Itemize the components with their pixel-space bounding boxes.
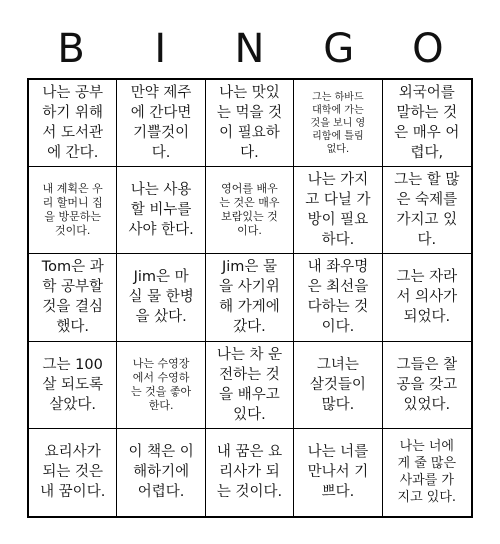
- cell-text: Tom은 과 학 공부할 것을 결심 했다.: [41, 259, 104, 336]
- bingo-cell-1-1[interactable]: [29, 80, 117, 167]
- cell-text: 나는 공부 하기 위해 서 도서관 에 간다.: [42, 85, 104, 162]
- header-letter-g: G: [323, 26, 356, 72]
- cell-text: 요리사가 되는 것은 내 꿈이다.: [40, 444, 106, 501]
- bingo-cell-1-5[interactable]: [383, 80, 471, 167]
- cell-text: 영어를 배우 는 것은 매우 보람있는 것 이다.: [219, 182, 280, 238]
- cell-text: 그들은 찰 공을 갖고 있었다.: [396, 356, 458, 413]
- bingo-cell-4-3[interactable]: [206, 342, 294, 429]
- bingo-cell-5-3[interactable]: [206, 429, 294, 516]
- header-letter-n: N: [234, 26, 266, 72]
- bingo-cell-3-2[interactable]: [117, 254, 205, 341]
- bingo-cell-2-2[interactable]: [117, 167, 205, 254]
- bingo-header: [27, 20, 473, 78]
- bingo-card: [27, 78, 473, 518]
- bingo-cell-5-4[interactable]: [294, 429, 382, 516]
- bingo-cell-2-3[interactable]: [206, 167, 294, 254]
- bingo-cell-2-5[interactable]: [383, 167, 471, 254]
- cell-text: 그녀는 살것들이 많다.: [309, 356, 366, 413]
- bingo-cell-4-1[interactable]: [29, 342, 117, 429]
- cell-text: 내 계획은 우 리 할머니 집 을 방문하는 것이다.: [42, 182, 103, 238]
- cell-text: 이 책은 이 해하기에 어렵다.: [128, 444, 194, 501]
- bingo-cell-3-3[interactable]: [206, 254, 294, 341]
- cell-text: 그는 자라 서 의사가 되었다.: [396, 269, 458, 326]
- cell-text: 나는 맛있 는 먹을 것 이 필요하 다.: [216, 85, 283, 162]
- bingo-cell-2-1[interactable]: [29, 167, 117, 254]
- cell-text: 내 꿈은 요 리사가 되 는 것이다.: [216, 444, 283, 501]
- bingo-cell-4-2[interactable]: [117, 342, 205, 429]
- bingo-cell-1-4[interactable]: [294, 80, 382, 167]
- cell-text: 나는 너를 만나서 기 쁘다.: [307, 444, 369, 501]
- bingo-cell-4-4[interactable]: [294, 342, 382, 429]
- bingo-cell-5-1[interactable]: [29, 429, 117, 516]
- cell-text: 만약 제주 에 간다면 기쁠것이 다.: [130, 85, 192, 162]
- cell-text: 그는 100 살 되도록 살았다.: [42, 356, 104, 413]
- cell-text: 그는 하바드 대학에 가는 것을 보니 영 리함에 틀림 없다.: [310, 91, 366, 155]
- cell-text: 나는 수영장 에서 수영하 는 것을 좋아 한다.: [131, 356, 192, 412]
- header-letter-i: I: [154, 26, 168, 72]
- cell-text: 나는 너에 게 줄 많은 사과를 가 지고 있다.: [397, 439, 457, 506]
- header-letter-b: B: [57, 26, 86, 72]
- bingo-cell-3-1[interactable]: [29, 254, 117, 341]
- cell-text: 외국어를 말하는 것 은 매우 어 렵다,: [394, 85, 460, 162]
- bingo-cell-3-5[interactable]: [383, 254, 471, 341]
- cell-text: Jim은 물 을 사기위 해 가게에 갔다.: [219, 259, 280, 336]
- cell-text: 그는 할 많 은 숙제를 가지고 있 다.: [394, 172, 460, 249]
- bingo-cell-2-4[interactable]: [294, 167, 382, 254]
- cell-text: 나는 가지 고 다닐 가 방이 필요 하다.: [305, 172, 371, 249]
- bingo-cell-5-2[interactable]: [117, 429, 205, 516]
- bingo-cell-3-4[interactable]: [294, 254, 382, 341]
- bingo-cell-1-2[interactable]: [117, 80, 205, 167]
- cell-text: 나는 차 운 전하는 것 을 배우고 있다.: [216, 346, 283, 423]
- header-letter-o: O: [412, 26, 445, 72]
- cell-text: 내 좌우명 은 최선을 다하는 것 이다.: [307, 259, 369, 336]
- bingo-cell-4-5[interactable]: [383, 342, 471, 429]
- bingo-cell-1-3[interactable]: [206, 80, 294, 167]
- cell-text: Jim은 마 실 물 한병 을 샀다.: [128, 269, 194, 326]
- cell-text: 나는 사용 할 비누를 사야 한다.: [128, 182, 194, 239]
- bingo-cell-5-5[interactable]: [383, 429, 471, 516]
